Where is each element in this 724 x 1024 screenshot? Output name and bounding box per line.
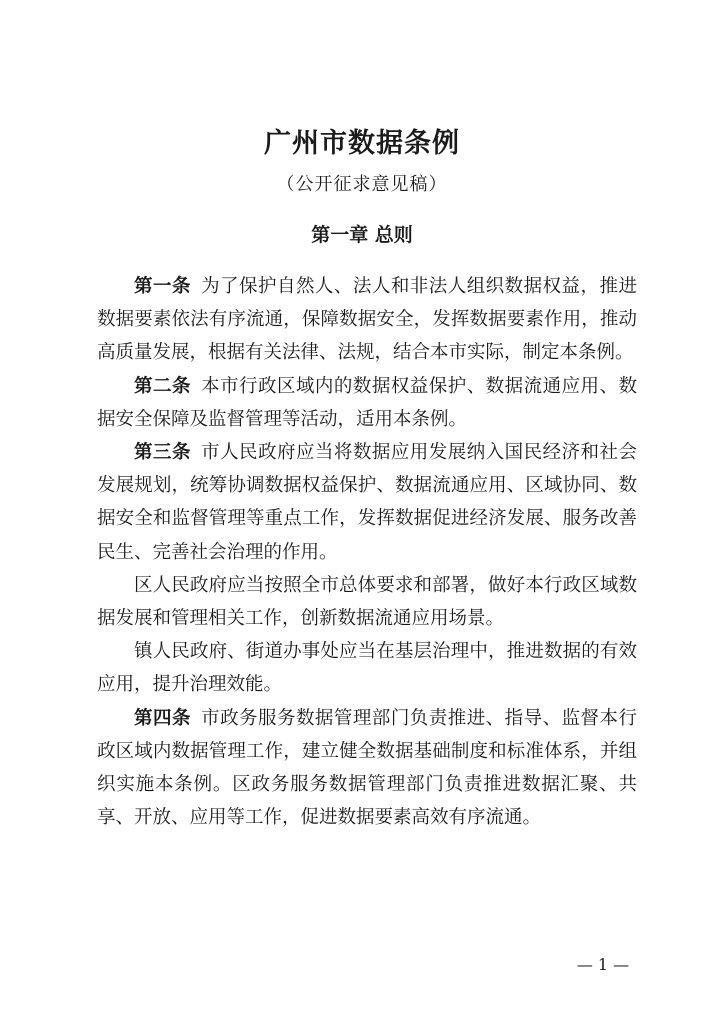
document-subtitle: （公开征求意见稿） — [276, 174, 448, 195]
article-paragraph — [97, 702, 637, 835]
page-number: — 1 — — [576, 955, 630, 974]
article-text: 市政务服务数据管理部门负责推进、指导、监督本行政区域内数据管理工作，建立健全数据基础制度和标准体系，并组织实施本条例。区政务服务数据管理部门负责推进数据汇聚、共享、开放、应用等工作，促进数据要素高效有序流通。 — [97, 707, 637, 829]
article-text: 本市行政区域内的数据权益保护、数据流通应用、数据安全保障及监督管理等活动，适用本条例。 — [97, 375, 637, 430]
chapter-heading: 第一章 总则 — [311, 224, 413, 246]
article-text: 镇人民政府、街道办事处应当在基层治理中，推进数据的有效应用，提升治理效能。 — [97, 641, 637, 696]
document-title: 广州市数据条例 — [264, 128, 460, 159]
article-paragraph — [97, 270, 637, 370]
article-paragraph — [97, 635, 637, 701]
article-text: 市人民政府应当将数据应用发展纳入国民经济和社会发展规划，统筹协调数据权益保护、数据流通应用、区域协同、数据安全和监督管理等重点工作，发挥数据促进经济发展、服务改善民生、完善社会治理的作用。 — [97, 442, 637, 563]
article-paragraph — [97, 436, 637, 569]
article-text: 区人民政府应当按照全市总体要求和部署，做好本行政区域数据发展和管理相关工作，创新数据流通应用场景。 — [97, 574, 637, 630]
article-label: 第一条 — [134, 276, 191, 297]
article-label: 第三条 — [134, 442, 191, 464]
article-label: 第二条 — [134, 375, 191, 397]
article-label: 第四条 — [134, 707, 191, 729]
article-text: 为了保护自然人、法人和非法人组织数据权益，推进数据要素依法有序流通，保障数据安全，发挥数据要素作用，推动高质量发展，根据有关法律、法规，结合本市实际，制定本条例。 — [97, 276, 637, 364]
article-paragraph — [97, 569, 637, 635]
article-paragraph — [97, 370, 637, 436]
body-text — [97, 270, 637, 834]
